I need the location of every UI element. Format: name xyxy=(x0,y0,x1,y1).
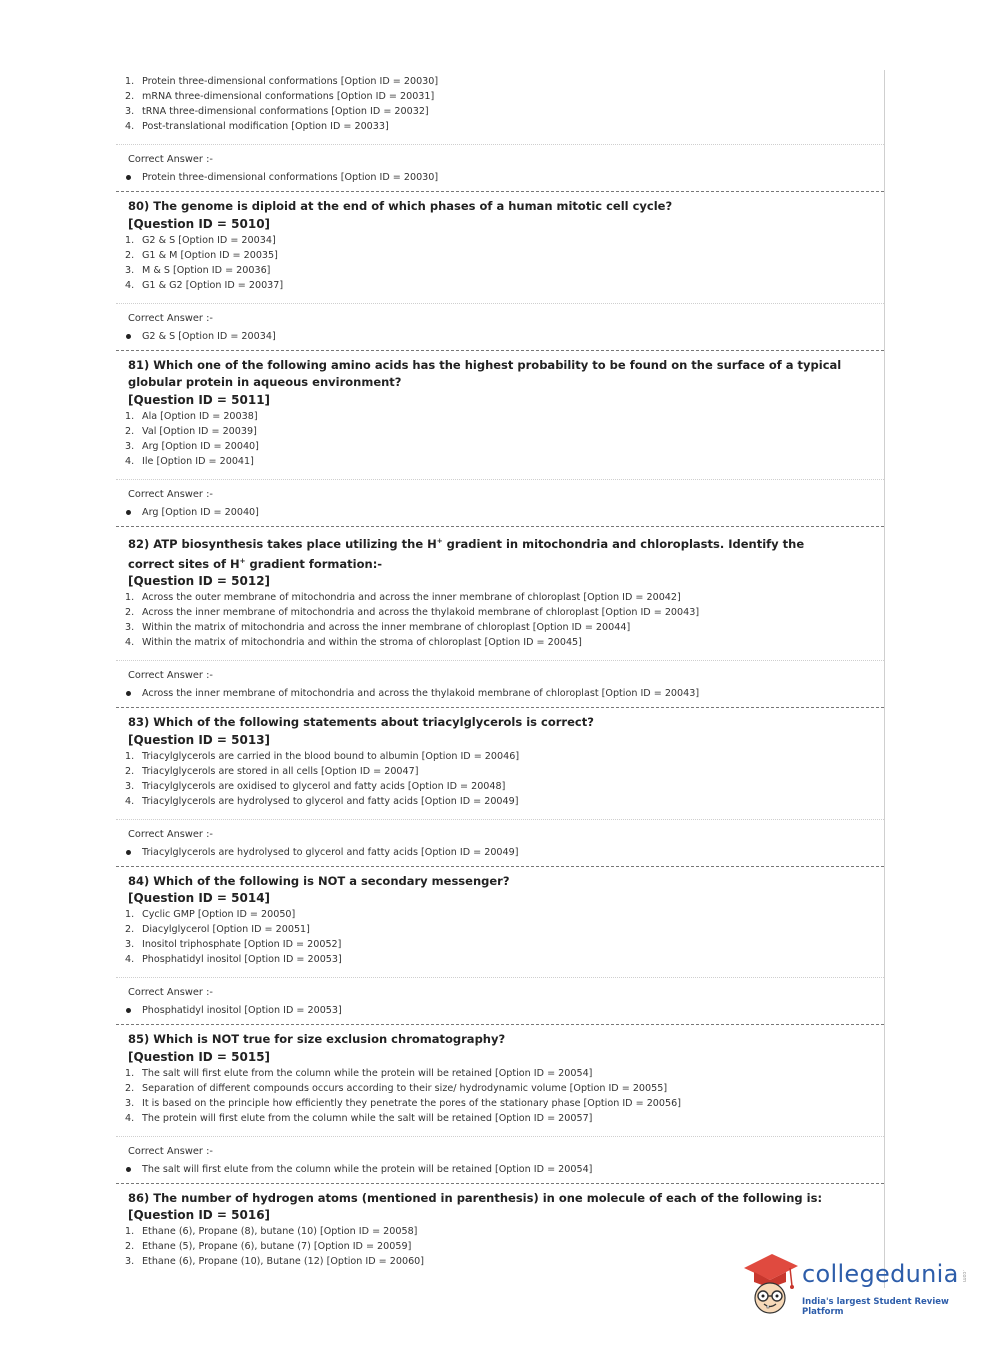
question-text: 81) Which one of the following amino acids has the highest probability to be found on the surface of a typical globular protein in aqueous environment? xyxy=(128,357,842,389)
option-list xyxy=(125,749,884,809)
question-block-83 xyxy=(116,708,884,809)
question-id: [Question ID = 5010] xyxy=(128,216,271,231)
correct-answer-block xyxy=(116,661,884,701)
option-item: 2. Triacylglycerols are stored in all cells [Option ID = 20047] xyxy=(125,765,419,777)
question-block-84 xyxy=(116,867,884,968)
option-item: 2. Ethane (5), Propane (6), butane (7) [Option ID = 20059] xyxy=(125,1241,412,1253)
option-item: 4. The protein will first elute from the column while the salt will be retained [Option ID = 20057] xyxy=(125,1112,593,1124)
option-item: 4. Ile [Option ID = 20041] xyxy=(125,455,254,467)
correct-answer: Triacylglycerols are hydrolysed to glycerol and fatty acids [Option ID = 20049] xyxy=(128,845,884,860)
option-item: 2. mRNA three-dimensional conformations [Option ID = 20031] xyxy=(125,91,435,102)
correct-answer-block xyxy=(116,304,884,344)
correct-answer-label: Correct Answer :- xyxy=(128,1145,213,1157)
option-item: 3. Inositol triphosphate [Option ID = 20052] xyxy=(125,939,342,951)
bullet-icon xyxy=(126,691,131,696)
correct-answer-label: Correct Answer :- xyxy=(128,828,213,840)
collegedunia-logo xyxy=(740,1246,980,1320)
correct-answer-block xyxy=(116,978,884,1018)
question-id: [Question ID = 5016] xyxy=(128,1208,271,1223)
option-item: 2. Across the inner membrane of mitochondria and across the thylakoid membrane of chloroplast [Option ID = 20043] xyxy=(125,607,700,619)
option-item: 3. M & S [Option ID = 20036] xyxy=(125,264,271,276)
question-block-82 xyxy=(116,527,884,651)
bullet-icon xyxy=(126,1167,131,1172)
option-item: 4. G1 & G2 [Option ID = 20037] xyxy=(125,279,284,291)
option-item: 3. Within the matrix of mitochondria and across the inner membrane of chloroplast [Option ID = 20044] xyxy=(125,622,631,634)
question-id: [Question ID = 5015] xyxy=(128,1049,271,1064)
option-item: 2. Separation of different compounds occurs according to their size/ hydrodynamic volume [Option ID = 20055] xyxy=(125,1082,668,1094)
bullet-icon xyxy=(126,510,131,515)
option-item: 2. Val [Option ID = 20039] xyxy=(125,425,257,437)
correct-answer-block xyxy=(116,145,884,185)
option-list xyxy=(125,1066,884,1126)
logo-tagline: India's largest Student Review Platform xyxy=(802,1297,949,1317)
option-item: 1. Cyclic GMP [Option ID = 20050] xyxy=(125,909,296,921)
option-item: 4. Triacylglycerols are hydrolysed to glycerol and fatty acids [Option ID = 20049] xyxy=(125,795,519,807)
question-block-81 xyxy=(116,351,884,469)
correct-answer: G2 & S [Option ID = 20034] xyxy=(128,329,884,344)
bullet-icon xyxy=(126,850,131,855)
option-item: 1. Across the outer membrane of mitochondria and across the inner membrane of chloroplast [Option ID = 20042] xyxy=(125,592,681,604)
option-item: 1. Ethane (6), Propane (8), butane (10) [Option ID = 20058] xyxy=(125,1226,418,1238)
option-list xyxy=(125,590,884,650)
logo-com: .com xyxy=(961,1270,967,1283)
bullet-icon xyxy=(126,334,131,339)
option-item: 1. Protein three-dimensional conformations [Option ID = 20030] xyxy=(125,76,439,87)
question-block-85 xyxy=(116,1025,884,1126)
option-item: 1. The salt will first elute from the column while the protein will be retained [Option ID = 20054] xyxy=(125,1067,593,1079)
logo-wordmark: collegedunia xyxy=(802,1260,959,1288)
question-id: [Question ID = 5012] xyxy=(128,574,271,589)
option-list xyxy=(125,409,884,469)
question-block-79-continued xyxy=(116,70,884,134)
option-item: 3. Triacylglycerols are oxidised to glycerol and fatty acids [Option ID = 20048] xyxy=(125,780,506,792)
option-item: 4. Within the matrix of mitochondria and within the stroma of chloroplast [Option ID = 20045] xyxy=(125,637,582,649)
correct-answer-block xyxy=(116,820,884,860)
option-item: 1. Triacylglycerols are carried in the blood bound to albumin [Option ID = 20046] xyxy=(125,750,520,762)
option-list xyxy=(125,233,884,293)
question-text: 86) The number of hydrogen atoms (mentioned in parenthesis) in one molecule of each of the following is: xyxy=(128,1190,823,1205)
correct-answer-label: Correct Answer :- xyxy=(128,154,213,165)
correct-answer-label: Correct Answer :- xyxy=(128,670,213,682)
correct-answer: Arg [Option ID = 20040] xyxy=(128,505,884,520)
option-item: 3. It is based on the principle how efficiently they penetrate the pores of the stationary phase [Option ID = 20056] xyxy=(125,1097,681,1109)
question-text: 85) Which is NOT true for size exclusion chromatography? xyxy=(128,1032,506,1047)
correct-answer: Across the inner membrane of mitochondria and across the thylakoid membrane of chloroplast [Option ID = 20043] xyxy=(128,686,884,701)
question-text: 82) ATP biosynthesis takes place utilizing the H+ gradient in mitochondria and chloroplasts. Identify the correct sites of H+ gradient formation:- xyxy=(128,536,805,571)
question-text: 84) Which of the following is NOT a secondary messenger? xyxy=(128,873,510,888)
option-item: 1. Ala [Option ID = 20038] xyxy=(125,410,258,422)
question-text: 80) The genome is diploid at the end of which phases of a human mitotic cell cycle? xyxy=(128,199,673,213)
bullet-icon xyxy=(126,175,131,180)
question-block-80 xyxy=(116,192,884,293)
question-id: [Question ID = 5013] xyxy=(128,732,271,747)
question-text: 83) Which of the following statements about triacylglycerols is correct? xyxy=(128,715,594,730)
mascot-icon xyxy=(740,1246,800,1320)
question-id: [Question ID = 5011] xyxy=(128,392,271,407)
correct-answer-label: Correct Answer :- xyxy=(128,312,213,324)
correct-answer-label: Correct Answer :- xyxy=(128,987,213,999)
option-item: 2. G1 & M [Option ID = 20035] xyxy=(125,249,278,261)
correct-answer: Protein three-dimensional conformations [Option ID = 20030] xyxy=(128,170,884,185)
correct-answer-label: Correct Answer :- xyxy=(128,488,213,500)
option-list xyxy=(125,907,884,967)
option-item: 3. Arg [Option ID = 20040] xyxy=(125,440,259,452)
question-id: [Question ID = 5014] xyxy=(128,891,271,906)
option-item: 3. Ethane (6), Propane (10), Butane (12) [Option ID = 20060] xyxy=(125,1256,425,1268)
document-page xyxy=(116,70,885,1288)
option-item: 1. G2 & S [Option ID = 20034] xyxy=(125,234,276,246)
option-item: 4. Phosphatidyl inositol [Option ID = 20053] xyxy=(125,954,342,966)
option-item: 2. Diacylglycerol [Option ID = 20051] xyxy=(125,924,310,936)
correct-answer-block xyxy=(116,1137,884,1177)
correct-answer: Phosphatidyl inositol [Option ID = 20053] xyxy=(128,1003,884,1018)
correct-answer-block xyxy=(116,480,884,520)
bullet-icon xyxy=(126,1008,131,1013)
option-item: 4. Post-translational modification [Option ID = 20033] xyxy=(125,121,389,132)
option-item: 3. tRNA three-dimensional conformations [Option ID = 20032] xyxy=(125,106,429,117)
option-list xyxy=(125,74,884,134)
correct-answer: The salt will first elute from the column while the protein will be retained [Option ID = 20054] xyxy=(128,1162,884,1177)
